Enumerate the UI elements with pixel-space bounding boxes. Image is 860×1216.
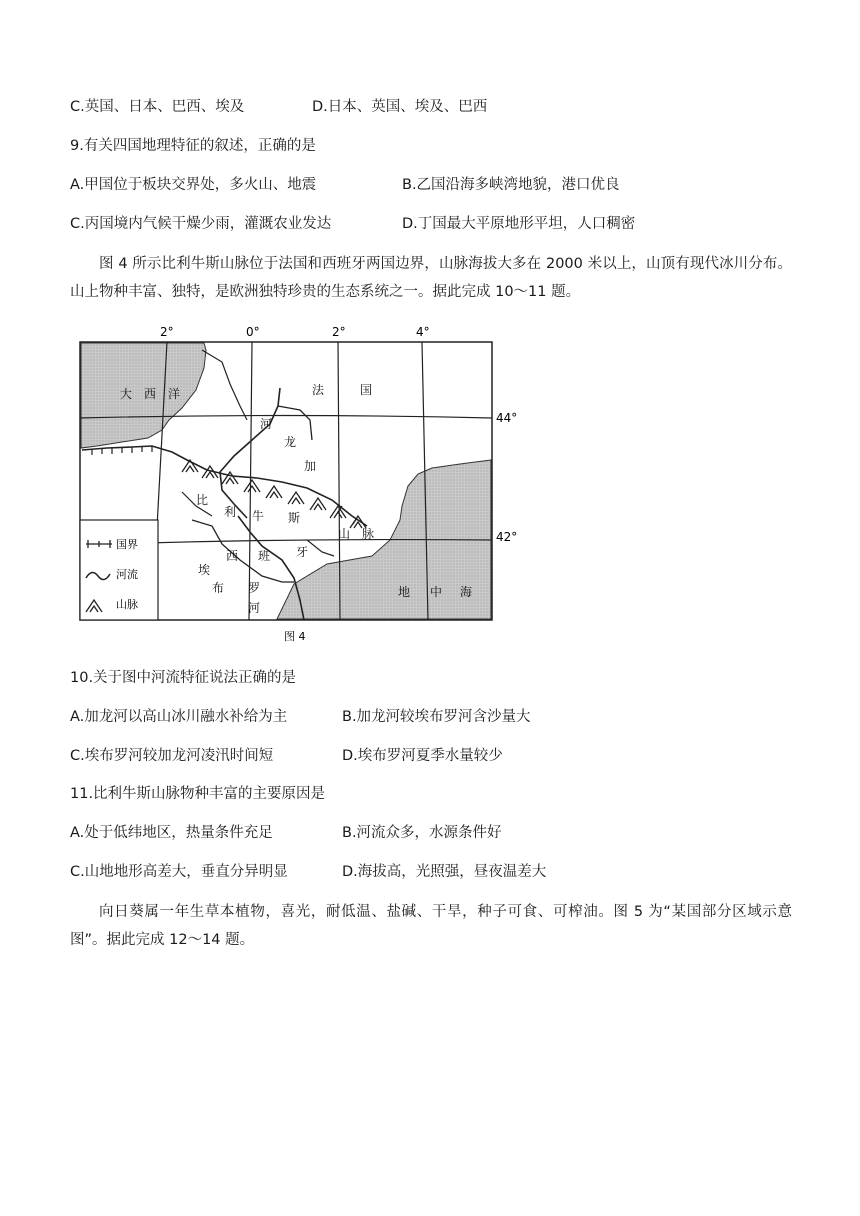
figure-4-map: [72, 320, 552, 646]
q11-option-a: A.处于低纬地区，热量条件充足: [70, 825, 273, 841]
figure-caption: 图 4: [284, 630, 306, 643]
lon-label-4e: 4°: [416, 325, 430, 339]
q9-option-a: A.甲国位于板块交界处，多火山、地震: [70, 177, 317, 193]
q8-option-c: C.英国、日本、巴西、埃及: [70, 99, 245, 115]
q11-option-c: C.山地地形高差大，垂直分异明显: [70, 864, 288, 880]
lon-label-0: 0°: [246, 325, 260, 339]
label-mountain-3: 牛: [252, 509, 265, 523]
label-atlantic-3: 洋: [168, 387, 181, 401]
intro-paragraph-fig5: 向日葵属一年生草本植物，喜光，耐低温、盐碱、干旱，种子可食、可榨油。图 5 为“某国部分区域示意图”。据此完成 12～14 题。: [70, 904, 792, 948]
q10-option-d: D.埃布罗河夏季水量较少: [342, 748, 503, 764]
legend-border-label: 国界: [116, 538, 138, 551]
label-spain-3: 牙: [296, 545, 309, 559]
q8-option-d: D.日本、英国、埃及、巴西: [312, 99, 488, 115]
q10-option-c: C.埃布罗河较加龙河凌汛时间短: [70, 748, 274, 764]
label-france-1: 法: [312, 383, 325, 397]
q9-option-d: D.丁国最大平原地形平坦，人口稠密: [402, 216, 636, 232]
label-france-2: 国: [360, 383, 373, 397]
label-ebro-1: 埃: [198, 563, 211, 577]
label-mountain-1: 比: [196, 493, 209, 507]
q9-option-b: B.乙国沿海多峡湾地貌，港口优良: [402, 177, 620, 193]
label-atlantic-1: 大: [120, 387, 133, 401]
label-med-2: 中: [430, 585, 443, 599]
lon-label-2w: 2°: [160, 325, 174, 339]
legend-river-label: 河流: [116, 568, 138, 581]
legend-mountain-label: 山脉: [116, 598, 138, 611]
label-mountain-5: 山: [338, 527, 351, 541]
label-ebro-4: 河: [248, 601, 261, 615]
label-mountain-6: 脉: [362, 527, 375, 541]
label-med-3: 海: [460, 585, 473, 599]
label-ebro-2: 布: [212, 581, 225, 595]
q10-option-b: B.加龙河较埃布罗河含沙量大: [342, 709, 531, 725]
intro-paragraph-fig4: 图 4 所示比利牛斯山脉位于法国和西班牙两国边界，山脉海拔大多在 2000 米以上，山顶有现代冰川分布。山上物种丰富、独特，是欧洲独特珍贵的生态系统之一。据此完成 10～11 题。: [70, 256, 792, 300]
lon-label-2e: 2°: [332, 325, 346, 339]
label-garonne-1: 河: [260, 417, 273, 431]
q9-option-c: C.丙国境内气候干燥少雨，灌溉农业发达: [70, 216, 332, 232]
q10-stem: 10.关于图中河流特征说法正确的是: [70, 670, 297, 686]
label-mountain-4: 斯: [288, 511, 301, 525]
label-spain-1: 西: [226, 549, 239, 563]
label-spain-2: 班: [258, 549, 271, 563]
label-med-1: 地: [398, 585, 411, 599]
lat-label-42: 42°: [496, 530, 518, 544]
lat-label-44: 44°: [496, 411, 518, 425]
label-ebro-3: 罗: [248, 581, 261, 595]
q9-stem: 9.有关四国地理特征的叙述，正确的是: [70, 138, 316, 154]
q11-option-d: D.海拔高，光照强，昼夜温差大: [342, 864, 547, 880]
label-garonne-2: 龙: [284, 435, 297, 449]
label-mountain-2: 利: [224, 505, 237, 519]
label-atlantic-2: 西: [144, 387, 157, 401]
q11-option-b: B.河流众多，水源条件好: [342, 825, 502, 841]
label-garonne-3: 加: [304, 459, 317, 473]
q10-option-a: A.加龙河以高山冰川融水补给为主: [70, 709, 288, 725]
q11-stem: 11.比利牛斯山脉物种丰富的主要原因是: [70, 786, 326, 802]
